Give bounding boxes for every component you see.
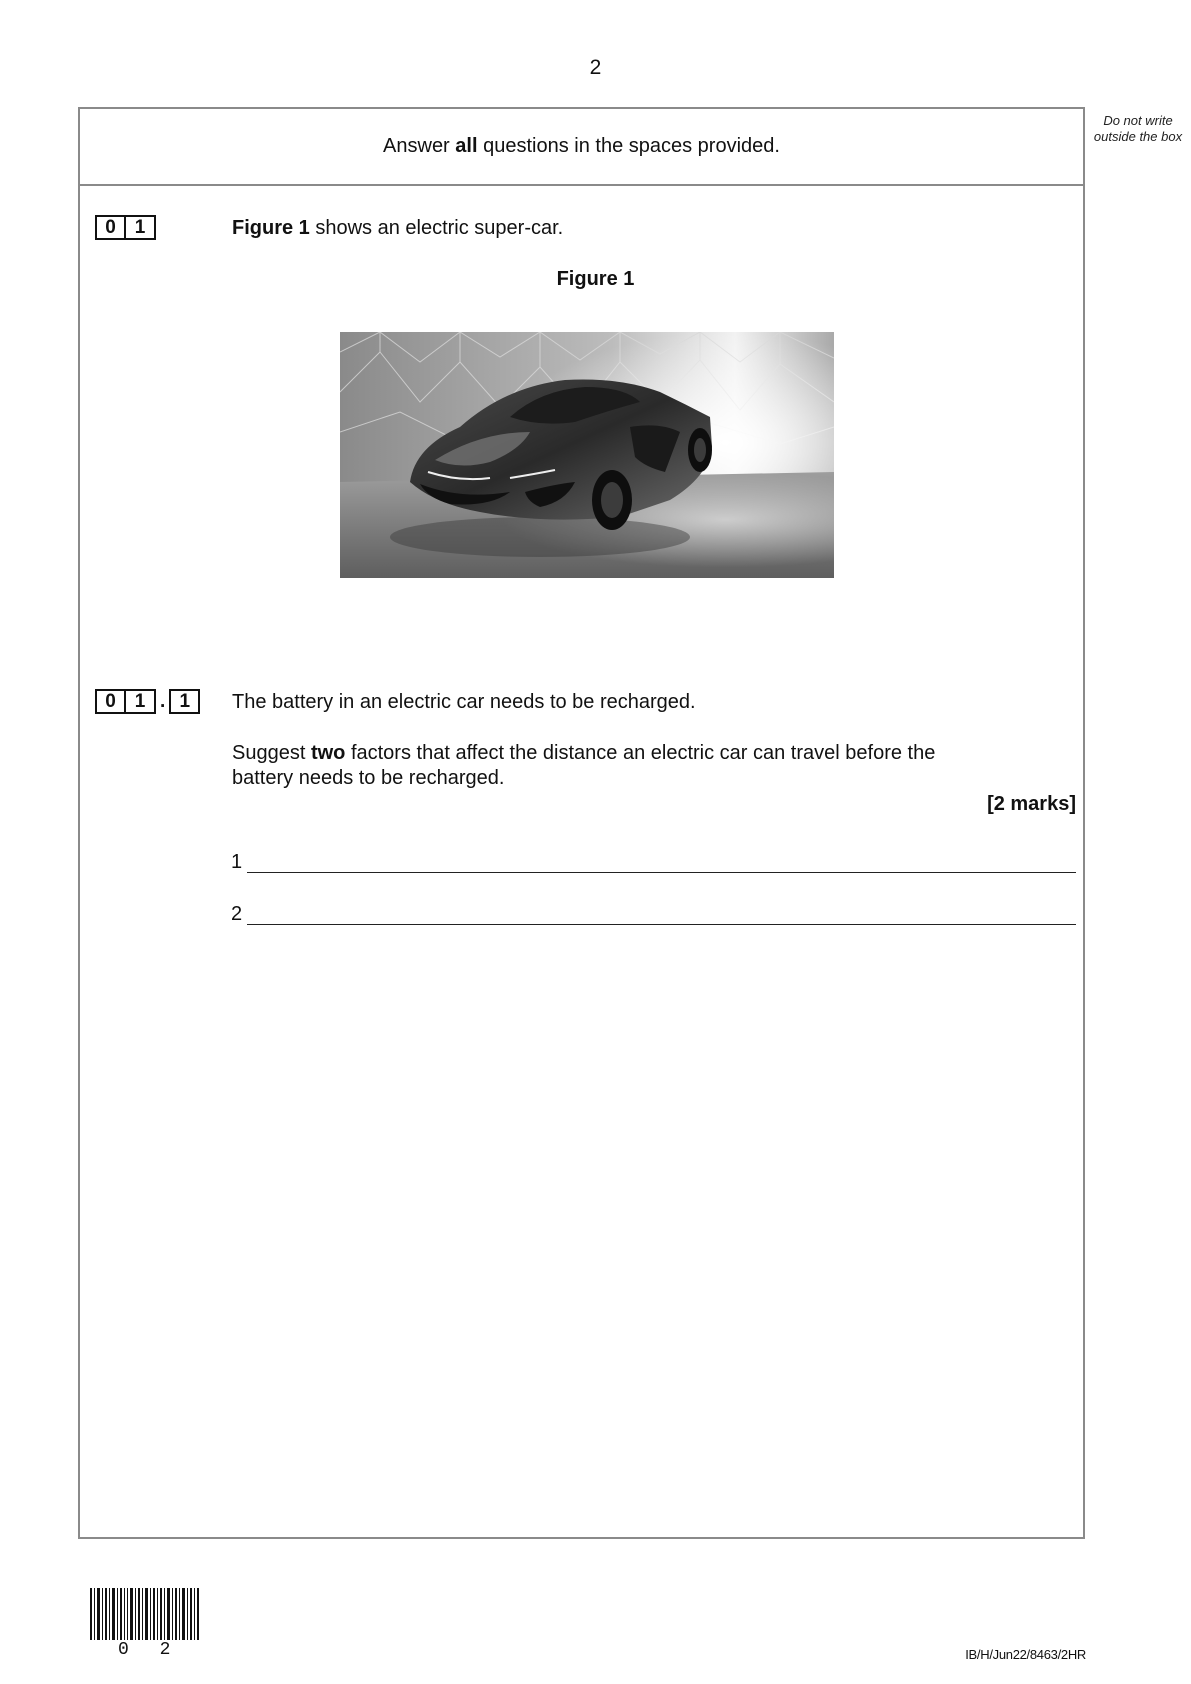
answer-frame <box>78 107 1085 1539</box>
barcode-number: 0 2 <box>118 1640 181 1660</box>
prompt-bold: two <box>310 742 346 764</box>
question-01-1-text: The battery in an electric car needs to be recharged. <box>232 691 696 713</box>
instruction-suffix: questions in the spaces provided. <box>477 135 780 157</box>
question-digit: 0 <box>95 215 126 240</box>
question-digit: 0 <box>95 689 126 714</box>
super-car-image <box>340 332 834 578</box>
answer-number: 2 <box>231 903 243 925</box>
figure-reference: Figure 1 <box>232 217 310 239</box>
question-number-01-1 <box>95 689 200 714</box>
question-digit: 1 <box>126 689 156 714</box>
barcode <box>90 1588 200 1640</box>
answer-input-line[interactable] <box>247 850 1076 873</box>
instruction-prefix: Answer <box>383 135 456 157</box>
question-01-1-prompt <box>232 741 935 791</box>
marks-label: [2 marks] <box>987 793 1076 815</box>
page-number: 2 <box>589 56 602 79</box>
prompt-suffix: factors that affect the distance an electric car can travel before the <box>345 742 936 764</box>
stem-text: shows an electric super-car. <box>309 217 564 239</box>
margin-note: Do not write outside the box <box>1093 113 1183 144</box>
question-dot: . <box>160 691 166 712</box>
figure-title: Figure 1 <box>556 268 635 290</box>
answer-number: 1 <box>231 851 243 873</box>
instructions <box>80 109 1083 186</box>
question-01-stem <box>232 216 563 241</box>
prompt-prefix: Suggest <box>232 742 311 764</box>
answer-line-1[interactable] <box>231 845 1076 873</box>
question-digit: 1 <box>169 689 200 714</box>
instruction-bold: all <box>455 135 478 157</box>
question-digit: 1 <box>126 215 156 240</box>
answer-line-2[interactable] <box>231 897 1076 925</box>
answer-input-line[interactable] <box>247 902 1076 925</box>
question-number-01 <box>95 215 156 240</box>
paper-reference: IB/H/Jun22/8463/2HR <box>965 1647 1086 1662</box>
prompt-line-2: battery needs to be recharged. <box>232 767 505 789</box>
